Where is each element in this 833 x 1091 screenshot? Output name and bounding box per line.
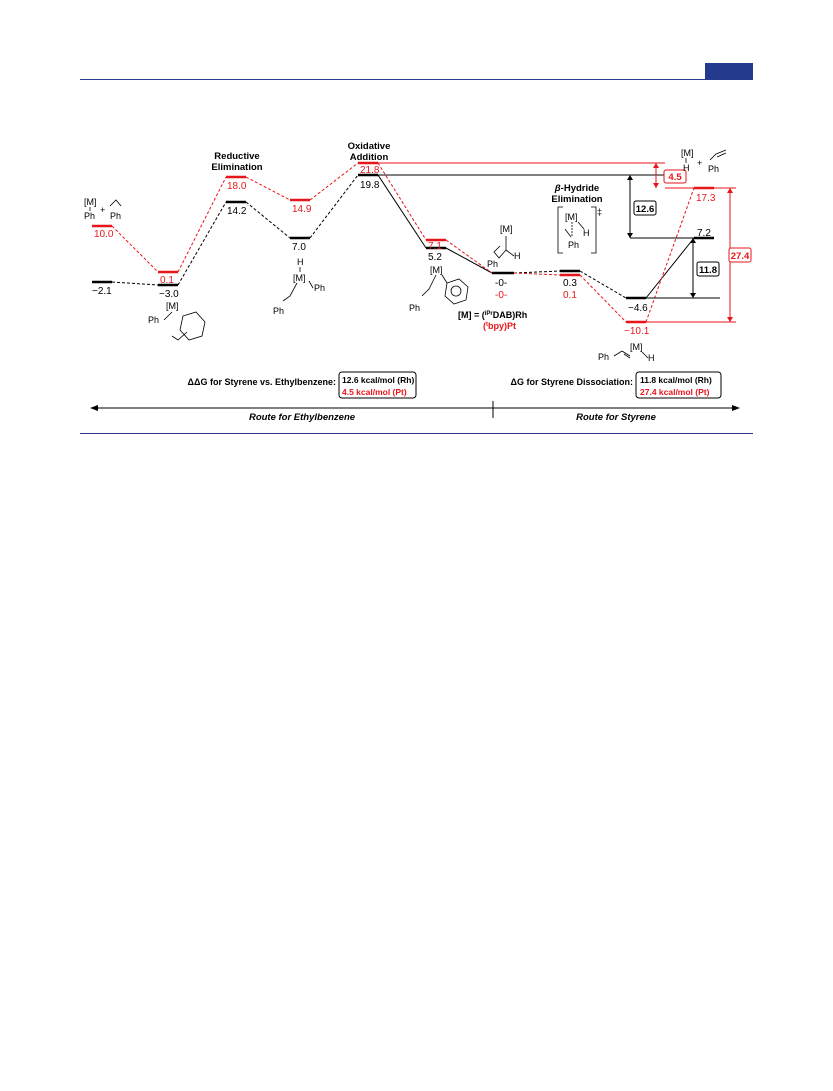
svg-text:[M]: [M]: [500, 224, 513, 234]
m-legend: [458, 310, 527, 331]
rh-energy-4: 19.8: [360, 180, 380, 191]
summary-left-rh: 12.6 kcal/mol (Rh): [342, 375, 415, 385]
svg-text:(tbpy)Pt: ($^t$bpy)Pt: [483, 321, 516, 331]
svg-text:[M]: [M]: [84, 197, 97, 207]
gap-rh-12: [627, 175, 694, 238]
heading-oxidative-1: Oxidative: [347, 141, 391, 152]
svg-text:Ph: Ph: [409, 303, 421, 313]
structure-pi-complex: [148, 301, 205, 340]
pt-energy-5: 7.1: [428, 241, 442, 252]
rh-energy-1: −3.0: [159, 289, 179, 300]
svg-text:H: H: [683, 163, 690, 173]
svg-text:Ph: Ph: [598, 352, 610, 362]
pt-energy-8: −10.1: [624, 326, 650, 337]
rh-energy-8: −4.6: [628, 303, 648, 314]
structure-products: [681, 148, 726, 174]
svg-text:[M]: [M]: [166, 301, 179, 311]
rh-energy-6: -0-: [495, 278, 508, 289]
rh-pathway: [92, 175, 714, 298]
svg-text:Ph: Ph: [487, 259, 499, 269]
energy-diagram: [0, 0, 833, 440]
gap-rh-11-value: 11.8: [699, 265, 717, 276]
pt-energy-7: 0.1: [563, 290, 577, 301]
summary-right-pt: 27.4 kcal/mol (Pt): [640, 387, 710, 397]
rh-energy-labels: [92, 180, 711, 314]
structure-bh-ts: [558, 207, 602, 253]
gap-rh-12-value: 12.6: [635, 204, 655, 215]
svg-text:Ph: Ph: [314, 283, 326, 293]
svg-text:Ph: Ph: [273, 306, 285, 316]
gap-pt-small-value: 4.5: [668, 172, 682, 183]
route-right-label: Route for Styrene: [576, 412, 656, 423]
heading-oxidative-2: Addition: [349, 152, 389, 163]
summary-left: [188, 372, 416, 398]
svg-text:H: H: [514, 251, 521, 261]
pt-energy-1: 0.1: [160, 275, 174, 286]
pt-energy-labels: [94, 165, 716, 337]
rh-energy-7: 0.3: [563, 278, 577, 289]
svg-text:Ph: Ph: [148, 315, 160, 325]
rh-energy-9: 7.2: [697, 228, 711, 239]
svg-text:Ph: Ph: [708, 164, 720, 174]
svg-text:H: H: [583, 228, 590, 238]
summary-right: [511, 372, 722, 398]
summary-left-label: ΔΔG for Styrene vs. Ethylbenzene:: [187, 377, 336, 387]
svg-text:‡: ‡: [597, 207, 603, 217]
svg-text:[M]: [M]: [630, 342, 643, 352]
structure-alkyl: [487, 224, 521, 269]
pt-energy-6: -0-: [495, 290, 508, 301]
structure-arene: [409, 265, 468, 313]
svg-text:[M]: [M]: [565, 212, 578, 222]
pt-energy-2: 18.0: [227, 181, 247, 192]
svg-text:H: H: [297, 257, 304, 267]
rh-energy-2: 14.2: [227, 206, 247, 217]
svg-text:Ph: Ph: [84, 211, 96, 221]
svg-text:[M]: [M]: [430, 265, 443, 275]
gap-pt-27: [727, 188, 751, 322]
pt-energy-4: 21.8: [360, 165, 380, 176]
summary-left-pt: 4.5 kcal/mol (Pt): [342, 387, 407, 397]
summary-right-label: ΔG for Styrene Dissociation:: [510, 377, 633, 387]
pt-energy-0: 10.0: [94, 229, 114, 240]
svg-text:[M]: [M]: [293, 273, 306, 283]
heading-beta-hydride-1: β-Hydride: [554, 183, 600, 194]
structure-start: [84, 197, 121, 221]
rh-energy-3: 7.0: [292, 242, 306, 253]
gap-pt-27-value: 27.4: [730, 251, 750, 262]
heading-reductive-2: Elimination: [211, 162, 263, 173]
summary-right-rh: 11.8 kcal/mol (Rh): [640, 375, 712, 385]
heading-reductive-1: Reductive: [214, 151, 260, 162]
route-axis: [90, 401, 740, 423]
route-left-label: Route for Ethylbenzene: [248, 412, 356, 423]
svg-text:Ph: Ph: [568, 240, 580, 250]
svg-text:H: H: [648, 353, 655, 363]
svg-text:[M]: [M]: [681, 148, 694, 158]
svg-text:[M] = (iPrDAB)Rh: [M] = ($^i$PrDAB)Rh: [458, 310, 528, 320]
svg-text:+: +: [697, 158, 703, 168]
gap-rh-11: [646, 238, 720, 298]
pt-energy-3: 14.9: [292, 204, 312, 215]
rh-energy-5: 5.2: [428, 252, 442, 263]
structure-styrene-complex: [598, 342, 655, 363]
heading-beta-hydride-2: Elimination: [551, 194, 603, 205]
svg-text:Ph: Ph: [110, 211, 122, 221]
pt-energy-9: 17.3: [696, 193, 716, 204]
svg-text:+: +: [100, 205, 106, 215]
rh-energy-0: −2.1: [92, 286, 112, 297]
structure-hydride: [273, 257, 325, 316]
